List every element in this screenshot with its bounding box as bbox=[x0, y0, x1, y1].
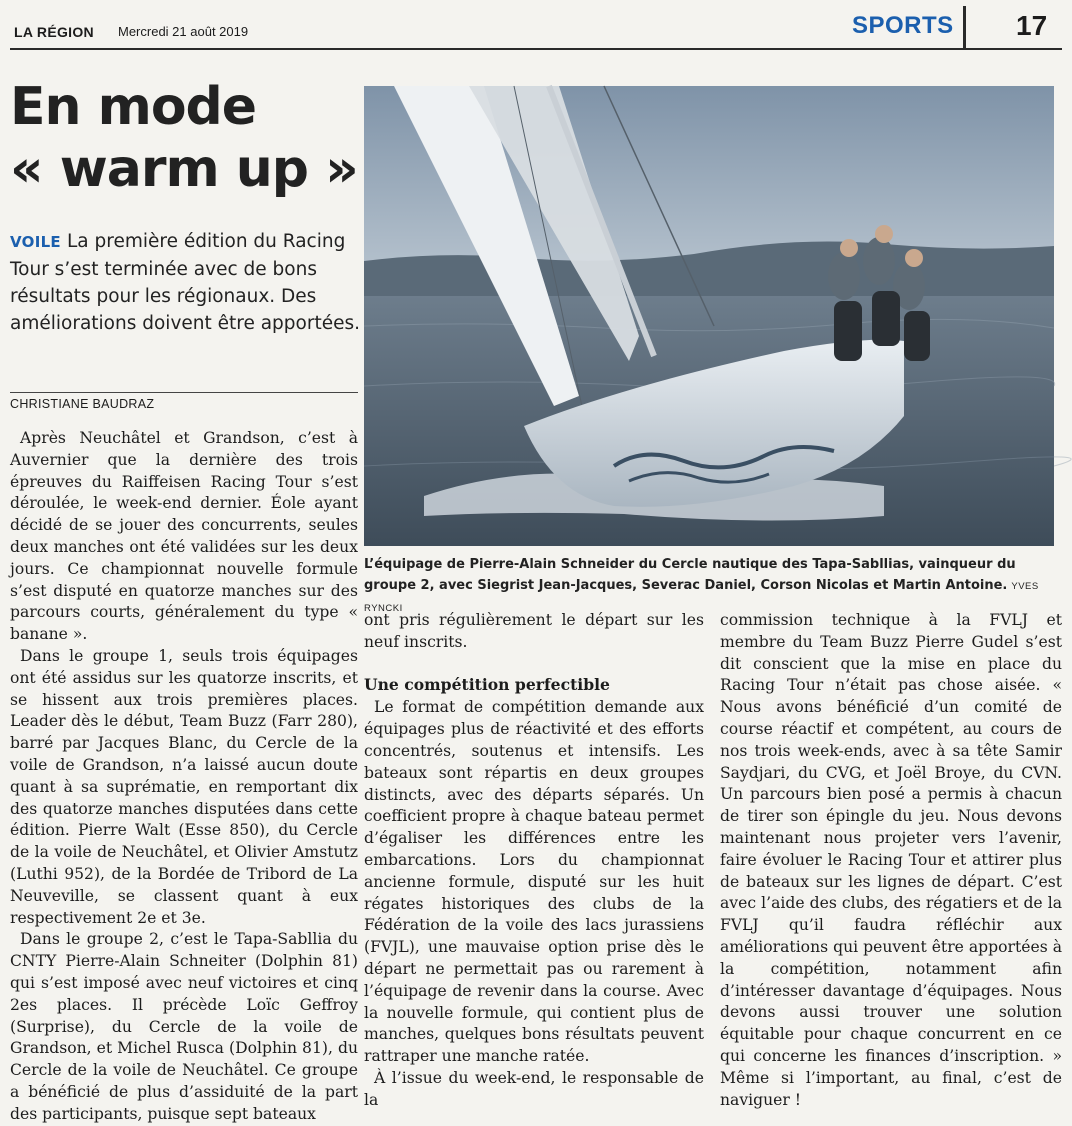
byline: CHRISTIANE BAUDRAZ bbox=[10, 397, 155, 411]
page-number: 17 bbox=[1016, 10, 1048, 41]
publication-date: Mercredi 21 août 2019 bbox=[118, 24, 249, 39]
headline-line-1: En mode bbox=[10, 77, 257, 137]
article-column-3 bbox=[720, 610, 1062, 1111]
headline bbox=[10, 76, 360, 200]
sailing-photo bbox=[364, 86, 1054, 546]
article-paragraph: Dans le groupe 2, c’est le Tapa-Sabllia du CNTY Pierre-Alain Schneiter (Dolphin 81) qui s’est imposé avec neuf victoires et cinq 2es places. Il précède Loïc Geffroy (Surprise), du Cercle de la voile de Grandson, et Michel Rusca (Dolphin 81), du Cercle de la voile de Neuchâtel. Ce groupe a bénéficié de plus d’assiduité de la part des participants, puisque sept bateaux bbox=[10, 930, 358, 1123]
lead-text: La première édition du Racing Tour s’est terminée avec de bons résultats pour les régionaux. Des améliorations doivent être apportées. bbox=[10, 231, 361, 334]
photo-credit: YVES RYNCKI bbox=[364, 581, 1039, 614]
article-paragraph: À l’issue du week-end, le responsable de la bbox=[364, 1068, 704, 1109]
lead-tag: VOILE bbox=[10, 233, 61, 251]
article-paragraph: Après Neuchâtel et Grandson, c’est à Auvernier que la dernière des trois épreuves du Raiffeisen Racing Tour s’est déroulée, le week-end dernier. Éole ayant décidé de se jouer des concurrents, seules deux manches ont été validées sur les deux jours. Ce championnat nouvelle formule s’est disputé en quatorze manches sur des parcours courts, généralement du type « banane ». bbox=[10, 429, 358, 644]
section-name: SPORTS bbox=[852, 12, 954, 39]
headline-line-2: « warm up » bbox=[10, 139, 358, 199]
article-paragraph: Le format de compétition demande aux équipages plus de réactivité et des efforts concentrés, soutenus et intensifs. Les bateaux sont répartis en deux groupes distincts, avec des départs séparés. Un coefficient propre à chaque bateau permet d’égaliser les différences entre les embarcations. Lors du championnat ancienne formule, disputé sur les huit régates historiques des clubs de la Fédération de la voile des lacs jurassiens (FVJL), une mauvaise option prise dès le départ ne permettait pas ou rarement à l’équipage de revenir dans la course. Avec la nouvelle formule, qui contient plus de manches, quelques bons résultats peuvent rattraper une manche ratée. bbox=[364, 698, 704, 1066]
publication-name: LA RÉGION bbox=[14, 24, 94, 40]
article-paragraph: ont pris régulièrement le départ sur les neuf inscrits. bbox=[364, 611, 704, 651]
article-column-2 bbox=[364, 610, 704, 1112]
byline-rule bbox=[10, 392, 358, 393]
article-subheading: Une compétition perfectible bbox=[364, 674, 610, 694]
sailboat-illustration bbox=[364, 86, 1054, 546]
page-header bbox=[0, 0, 1072, 62]
article-paragraph: Dans le groupe 1, seuls trois équipages ont été assidus sur les quatorze inscrits, et se hissent aux trois premières places. Leader dès le début, Team Buzz (Farr 280), barré par Jacques Blanc, du Cercle de la voile de Grandson, n’a laissé aucun doute quant à sa suprématie, en remportant dix des quatorze manches disputées dans cette édition. Pierre Walt (Esse 850), du Cercle de la voile de Neuchâtel, et Olivier Amstutz (Luthi 952), de la Bordée de Tribord de La Neuveville, se classent quant à eux respectivement 2e et 3e. bbox=[10, 646, 358, 927]
header-divider bbox=[963, 6, 966, 48]
article-paragraph: commission technique à la FVLJ et membre du Team Buzz Pierre Gudel s’est dit conscient que la mise en place du Racing Tour n’était pas chose aisée. « Nous avons bénéficié d’un comité de course réactif et compétent, au cours de nos trois week-ends, avec à sa tête Samir Saydjari, du CVG, et Joël Broye, du CVN. Un parcours bien posé a permis à chacun de tirer son épingle du jeu. Nous devons maintenant nous projeter vers l’avenir, faire évoluer le Racing Tour et attirer plus de bateaux sur les lignes de départ. C’est avec l’aide des clubs, des régatiers et de la FVLJ qu’il faudra réfléchir aux améliorations qui peuvent être apportées à la compétition, notamment afin d’intéresser davantage d’équipages. Nous devons aussi trouver une solution équitable pour chaque concurrent en ce qui concerne les finances d’inscription. » Même si l’important, au final, c’est de naviguer ! bbox=[720, 611, 1062, 1109]
header-rule bbox=[10, 48, 1062, 50]
lead-paragraph bbox=[10, 228, 360, 337]
photo-caption-text: L’équipage de Pierre-Alain Schneider du Cercle nautique des Tapa-Sabllias, vainqueur du groupe 2, avec Siegrist Jean-Jacques, Severac Daniel, Corson Nicolas et Martin Antoine. bbox=[364, 557, 1016, 593]
article-column-1 bbox=[10, 428, 358, 1126]
